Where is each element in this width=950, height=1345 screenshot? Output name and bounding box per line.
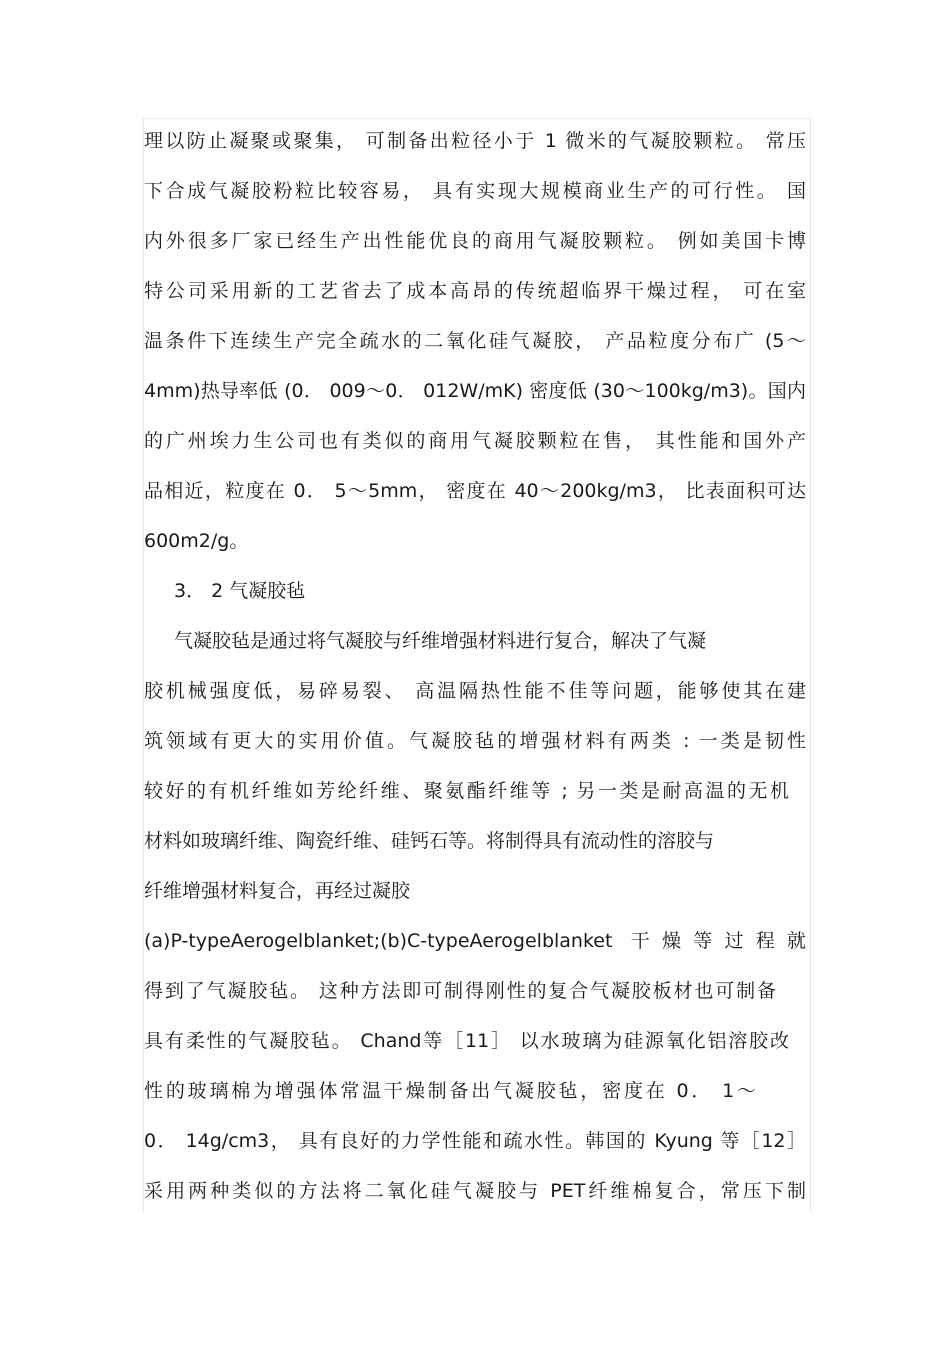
- text-line: 的广州埃力生公司也有类似的商用气凝胶颗粒在售， 其性能和国外产: [144, 430, 806, 452]
- text-line: 内外很多厂家已经生产出性能优良的商用气凝胶颗粒。 例如美国卡博: [144, 230, 806, 252]
- paragraph-first-line: 气凝胶毡是通过将气凝胶与纤维增强材料进行复合，解决了气凝: [174, 630, 707, 652]
- text-line: 0． 14g/cm3， 具有良好的力学性能和疏水性。韩国的 Kyung 等［12］: [144, 1130, 806, 1152]
- text-line: 较好的有机纤维如芳纶纤维、聚氨酯纤维等 ; 另一类是耐高温的无机: [144, 780, 789, 802]
- text-line: 600m2/g。: [144, 530, 249, 552]
- text-line: 特公司采用新的工艺省去了成本高昂的传统超临界干燥过程， 可在室: [144, 280, 806, 302]
- text-line: 得到了气凝胶毡。 这种方法即可制得刚性的复合气凝胶板材也可制备: [144, 980, 776, 1002]
- text-line: 材料如玻璃纤维、陶瓷纤维、硅钙石等。将制得具有流动性的溶胶与: [144, 830, 715, 852]
- text-line: 具有柔性的气凝胶毡。 Chand等［11］ 以水玻璃为硅源氧化铝溶胶改: [144, 1030, 789, 1052]
- text-line: 温条件下连续生产完全疏水的二氧化硅气凝胶， 产品粒度分布广 (5～: [144, 330, 806, 352]
- text-column: [143, 118, 811, 1211]
- text-line: 筑领域有更大的实用价值。气凝胶毡的增强材料有两类 : 一类是韧性: [144, 730, 806, 752]
- text-line: 品相近，粒度在 0． 5～5mm， 密度在 40～200kg/m3， 比表面积可达: [144, 480, 806, 502]
- text-line: 4mm)热导率低 (0． 009～0． 012W/mK) 密度低 (30～100kg/m3)。国内: [144, 380, 806, 402]
- text-line: 纤维增强材料复合，再经过凝胶: [144, 880, 411, 902]
- text-line: 胶机械强度低，易碎易裂、 高温隔热性能不佳等问题，能够使其在建: [144, 680, 806, 702]
- text-line: 下合成气凝胶粉粒比较容易， 具有实现大规模商业生产的可行性。 国: [144, 180, 806, 202]
- text-line: 性的玻璃棉为增强体常温干燥制备出气凝胶毡，密度在 0． 1～: [144, 1080, 756, 1102]
- section-heading: 3． 2 气凝胶毡: [174, 580, 306, 602]
- figure-caption-line: (a)P-typeAerogelblanket;(b)C-typeAerogelblanket 干燥等过程就: [144, 930, 806, 952]
- text-line: 理以防止凝聚或聚集， 可制备出粒径小于 1 微米的气凝胶颗粒。 常压: [144, 130, 806, 152]
- text-line: 采用两种类似的方法将二氧化硅气凝胶与 PET纤维棉复合，常压下制: [144, 1180, 806, 1202]
